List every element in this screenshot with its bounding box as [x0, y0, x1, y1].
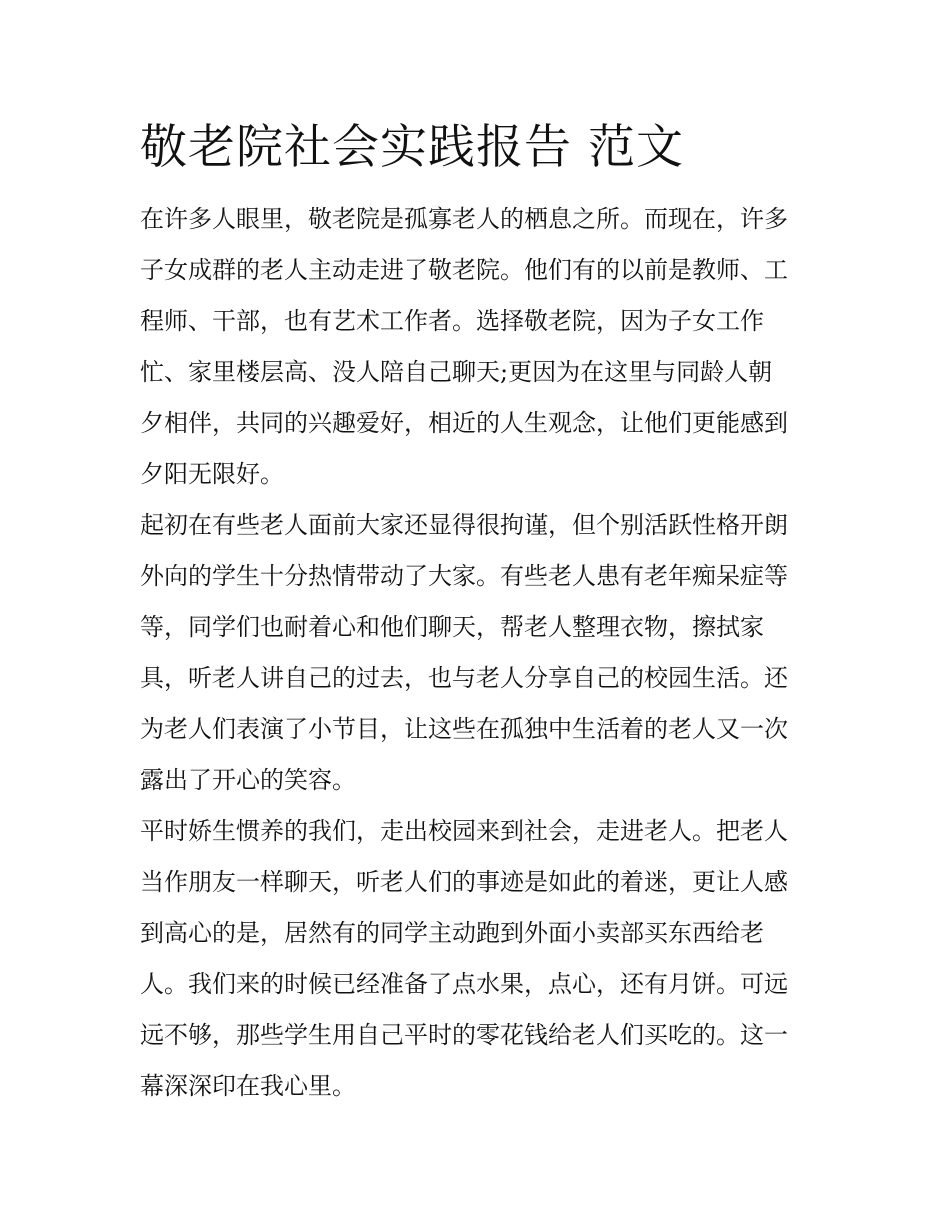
paragraph-line: 人。我们来的时候已经准备了点水果，点心，还有月饼。可远	[140, 970, 788, 998]
paragraph-line: 为老人们表演了小节目，让这些在孤独中生活着的老人又一次	[140, 715, 788, 743]
paragraph-line: 远不够，那些学生用自己平时的零花钱给老人们买吃的。这一	[140, 1021, 788, 1049]
paragraph-line: 在许多人眼里，敬老院是孤寡老人的栖息之所。而现在，许多	[140, 205, 788, 233]
paragraph-2	[140, 500, 812, 806]
paragraph-line: 平时娇生惯养的我们，走出校园来到社会，走进老人。把老人	[140, 817, 788, 845]
document-title: 敬老院社会实践报告 范文	[140, 120, 684, 175]
paragraph-line: 夕阳无限好。	[140, 460, 284, 488]
paragraph-line: 忙、家里楼层高、没人陪自己聊天;更因为在这里与同龄人朝	[140, 358, 773, 386]
paragraph-line: 程师、干部，也有艺术工作者。选择敬老院，因为子女工作	[140, 307, 764, 335]
paragraph-line: 起初在有些老人面前大家还显得很拘谨，但个别活跃性格开朗	[140, 511, 788, 539]
paragraph-line: 外向的学生十分热情带动了大家。有些老人患有老年痴呆症等	[140, 562, 788, 590]
document-body	[140, 194, 812, 1112]
paragraph-line: 等，同学们也耐着心和他们聊天，帮老人整理衣物，擦拭家	[140, 613, 764, 641]
paragraph-line: 当作朋友一样聊天，听老人们的事迹是如此的着迷，更让人感	[140, 868, 788, 896]
paragraph-line: 夕相伴，共同的兴趣爱好，相近的人生观念，让他们更能感到	[140, 409, 788, 437]
paragraph-3	[140, 806, 812, 1112]
paragraph-line: 露出了开心的笑容。	[140, 766, 356, 794]
document-content	[140, 118, 812, 1112]
paragraph-1	[140, 194, 812, 500]
paragraph-line: 具，听老人讲自己的过去，也与老人分享自己的校园生活。还	[140, 664, 788, 692]
paragraph-line: 幕深深印在我心里。	[140, 1072, 356, 1100]
paragraph-line: 子女成群的老人主动走进了敬老院。他们有的以前是教师、工	[140, 256, 788, 284]
paragraph-line: 到高心的是，居然有的同学主动跑到外面小卖部买东西给老	[140, 919, 764, 947]
